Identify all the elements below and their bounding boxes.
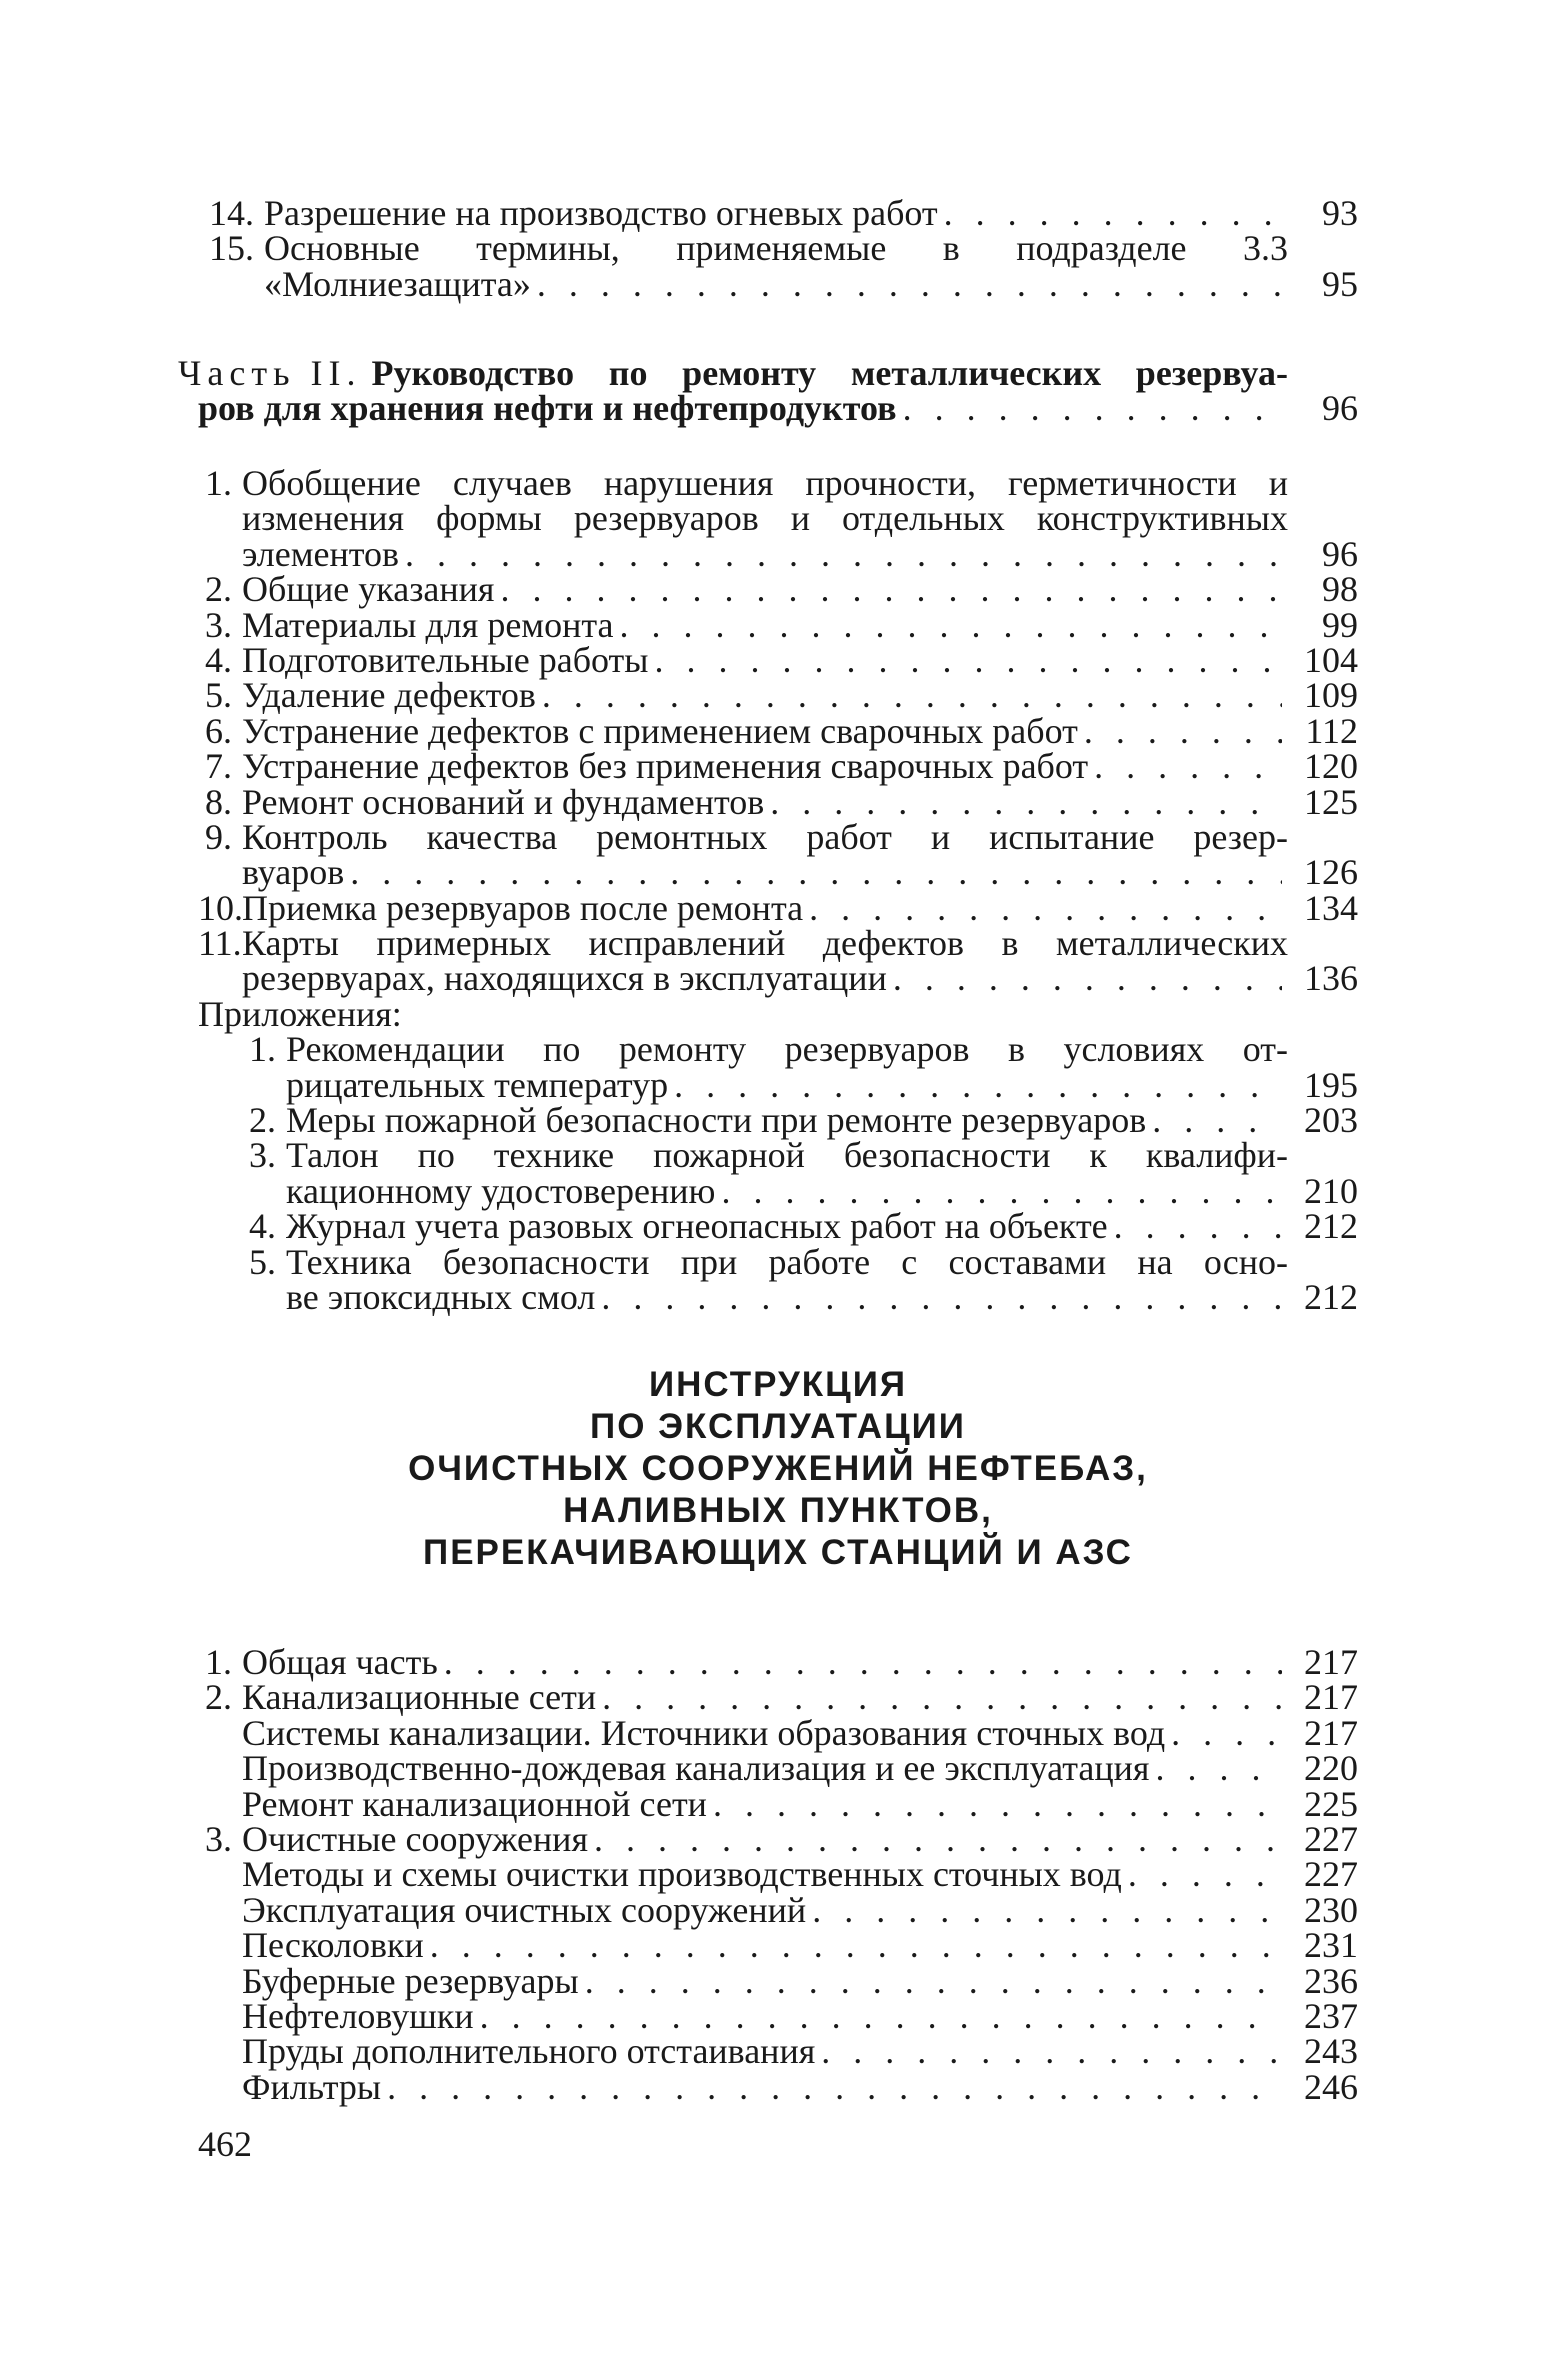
dot-leader [821, 2034, 1282, 2069]
toc-entry-text: резервуарах, находящихся в эксплуатации [242, 958, 887, 999]
part2-label: Часть II. [178, 352, 362, 393]
dot-leader [350, 855, 1282, 890]
toc-entry-page: 104 [1304, 639, 1358, 680]
toc-entry-page: 112 [1305, 710, 1358, 751]
appendix-entry-number: 4. [249, 1206, 276, 1247]
appendix-entry-page: 212 [1304, 1276, 1358, 1317]
toc-entry-line [198, 958, 1358, 999]
appendix-entry-line [198, 1206, 1358, 1247]
toc-entry-text: «Молниезащита» [264, 263, 531, 304]
dot-leader [721, 1174, 1282, 1209]
toc-part2-entries [198, 462, 1358, 1317]
appendix-entry-line [198, 1241, 1358, 1282]
part2-page: 96 [1322, 388, 1358, 429]
toc-entry-line [198, 852, 1358, 893]
dot-leader [893, 961, 1282, 996]
dot-leader [444, 1645, 1282, 1680]
toc-entry-text: Подготовительные работы [242, 639, 649, 680]
toc-entry-text: Устранение дефектов с применением сварочных работ [242, 710, 1078, 751]
toc-entry-number: 2. [205, 1677, 232, 1718]
toc-subentry [198, 1712, 1358, 1753]
toc-entry-text: Удаление дефектов [242, 675, 536, 716]
toc-entry-text: Системы канализации. Источники образования сточных вод [242, 1712, 1166, 1753]
toc-entry-text: элементов [242, 533, 400, 574]
toc-entry-line [198, 462, 1358, 503]
dot-leader [809, 891, 1282, 926]
appendix-entry-page: 195 [1304, 1064, 1358, 1105]
dot-leader [430, 1928, 1282, 1963]
toc-entry-line [198, 710, 1358, 751]
toc-entry-text: Производственно-дождевая канализация и ее эксплуатация [242, 1748, 1150, 1789]
dot-leader [387, 2070, 1282, 2105]
dot-leader [713, 1787, 1282, 1822]
toc-entry-number: 9. [205, 816, 232, 857]
toc-entry-text: Общая часть [242, 1641, 438, 1682]
dot-leader [812, 1893, 1282, 1928]
appendix-entry-number: 2. [249, 1100, 276, 1141]
appendix-entry-text: Талон по технике пожарной безопасности к квалифи- [286, 1135, 1288, 1176]
dot-leader [1128, 1857, 1282, 1892]
appendix-entry-line [198, 1276, 1358, 1317]
toc-entry [198, 1677, 1358, 1718]
toc-entry-text: Нефтеловушки [242, 1995, 474, 2036]
appendix-entry-text: Рекомендации по ремонту резервуаров в условиях от- [286, 1029, 1288, 1070]
appendix-entry-text: Журнал учета разовых огнеопасных работ на объекте [286, 1206, 1108, 1247]
toc-entry-page: 125 [1304, 781, 1358, 822]
toc-entry-page: 246 [1304, 2066, 1358, 2107]
toc-entry-line [198, 228, 1358, 269]
appendix-entry-number: 5. [249, 1241, 276, 1282]
toc-entry-page: 120 [1304, 746, 1358, 787]
toc-entry-text: изменения формы резервуаров и отдельных конструктивных [242, 498, 1288, 539]
dot-leader [1155, 1751, 1282, 1786]
toc-entry-number: 11. [198, 923, 242, 964]
toc-entry-page: 243 [1304, 2031, 1358, 2072]
toc-entry-page: 217 [1304, 1712, 1358, 1753]
dot-leader [620, 608, 1283, 643]
dot-leader [944, 196, 1282, 231]
appendix-entry-text: Меры пожарной безопасности при ремонте резервуаров [286, 1100, 1147, 1141]
toc-subentry [198, 1889, 1358, 1930]
toc-entry-line [198, 887, 1358, 928]
appendix-entry-text: рицательных температур [286, 1064, 669, 1105]
dot-leader [1114, 1209, 1282, 1244]
appendix-entry-page: 203 [1304, 1100, 1358, 1141]
toc-entry-text: Ремонт оснований и фундаментов [242, 781, 765, 822]
toc-entry-text: Устранение дефектов без применения сварочных работ [242, 746, 1089, 787]
part2-title: Руководство по ремонту металлических резервуа- [371, 352, 1288, 393]
toc-entry-text: Ремонт канализационной сети [242, 1783, 707, 1824]
page-number: 462 [198, 2124, 252, 2164]
toc-entry-page: 95 [1322, 263, 1358, 304]
dot-leader [770, 785, 1282, 820]
toc-entry-text: Канализационные сети [242, 1677, 597, 1718]
toc-entry-text: Песколовки [242, 1925, 424, 1966]
instruction-title-line: НАЛИВНЫХ ПУНКТОВ, [563, 1491, 993, 1530]
dot-leader [480, 1999, 1282, 2034]
dot-leader [602, 1680, 1282, 1715]
toc-entry-text: Фильтры [242, 2066, 382, 2107]
toc-entry-number: 7. [205, 746, 232, 787]
toc-entry-page: 98 [1322, 569, 1358, 610]
dot-leader [654, 643, 1282, 678]
toc-entry-number: 1. [205, 1641, 232, 1682]
toc-entry-line [198, 604, 1358, 645]
toc-entry-page: 231 [1304, 1925, 1358, 1966]
toc-entry-text: Эксплуатация очистных сооружений [242, 1889, 807, 1930]
toc-entry-text: Материалы для ремонта [242, 604, 614, 645]
dot-leader [1171, 1716, 1282, 1751]
dot-leader [405, 537, 1282, 572]
toc-entry-text: Разрешение на производство огневых работ [264, 192, 938, 233]
instruction-title-line: ИНСТРУКЦИЯ [648, 1365, 908, 1404]
appendix-entry-number: 1. [249, 1029, 276, 1070]
toc-entry-number: 2. [205, 569, 232, 610]
appendix-entry-text: Техника безопасности при работе с составами на осно- [286, 1241, 1288, 1282]
toc-entry-page: 237 [1304, 1995, 1358, 2036]
toc-entry-page: 136 [1304, 958, 1358, 999]
instruction-title-line: ОЧИСТНЫХ СООРУЖЕНИЙ НЕФТЕБАЗ, [408, 1449, 1148, 1488]
toc-subentry [198, 2031, 1358, 2072]
appendix-entry-page: 210 [1304, 1170, 1358, 1211]
toc-entry-number: 4. [205, 639, 232, 680]
appendix-entry-page: 212 [1304, 1206, 1358, 1247]
toc-entry-line [198, 816, 1358, 857]
dot-leader [1084, 714, 1282, 749]
toc-entry [198, 1641, 1358, 1682]
appendix-entry-line [198, 1100, 1358, 1141]
toc-entry-page: 217 [1304, 1641, 1358, 1682]
toc-part2-header [178, 352, 1358, 429]
toc-entry-text: Пруды дополнительного отстаивания [242, 2031, 816, 2072]
toc-subentry [198, 1748, 1358, 1789]
part2-header-line [198, 388, 1358, 429]
toc-entry-page: 236 [1304, 1960, 1358, 2001]
toc-entry-line [198, 192, 1358, 233]
toc-entry-page: 99 [1322, 604, 1358, 645]
dot-leader [594, 1822, 1282, 1857]
dot-leader [501, 572, 1283, 607]
toc-subentry [198, 1854, 1358, 1895]
toc-entry-page: 217 [1304, 1677, 1358, 1718]
toc-entry-text: Обобщение случаев нарушения прочности, герметичности и [242, 462, 1288, 503]
appendix-entry-text: ве эпоксидных смол [286, 1276, 596, 1317]
dot-leader [674, 1068, 1282, 1103]
instruction-title [198, 1364, 1358, 1574]
appendix-entry-number: 3. [249, 1135, 276, 1176]
toc-intro-section [198, 192, 1358, 304]
appendix-entry-line [198, 1135, 1358, 1176]
toc-entry-number: 5. [205, 675, 232, 716]
toc-entry-page: 220 [1304, 1748, 1358, 1789]
toc-entry-number: 3. [205, 1818, 232, 1859]
toc-entry-page: 126 [1304, 852, 1358, 893]
dot-leader [537, 267, 1282, 302]
dot-leader [601, 1280, 1282, 1315]
toc-entry-page: 134 [1304, 887, 1358, 928]
appendix-entry-text: кационному удостоверению [286, 1170, 716, 1211]
toc-entry-page: 227 [1304, 1854, 1358, 1895]
dot-leader [542, 678, 1282, 713]
toc-entry-text: Основные термины, применяемые в подразделе 3.3 [264, 228, 1288, 269]
toc-entry-text: вуаров [242, 852, 345, 893]
toc-entry-line [198, 746, 1358, 787]
toc-entry-text: Приемка резервуаров после ремонта [242, 887, 804, 928]
appendix-entry-line [198, 1170, 1358, 1211]
toc-entry-page: 225 [1304, 1783, 1358, 1824]
toc-entry-line [198, 639, 1358, 680]
appendices-label-text: Приложения: [198, 993, 402, 1034]
toc-entry-text: Общие указания [242, 569, 495, 610]
appendices-label [198, 993, 1358, 1034]
toc-entry-line [198, 675, 1358, 716]
toc-entry-number: 10. [198, 887, 243, 928]
dot-leader [1152, 1103, 1282, 1138]
toc-entry-number: 14. [209, 192, 254, 233]
dot-leader [585, 1964, 1282, 1999]
toc-entry-line [198, 923, 1358, 964]
toc-entry-line [198, 498, 1358, 539]
toc-entry-text: Методы и схемы очистки производственных сточных вод [242, 1854, 1122, 1895]
part2-title: ров для хранения нефти и нефтепродуктов [198, 388, 897, 429]
toc-entry-number: 6. [205, 710, 232, 751]
toc-entry-line [198, 781, 1358, 822]
toc-entry [198, 1818, 1358, 1859]
toc-entry-number: 15. [209, 228, 254, 269]
dot-leader [1094, 749, 1282, 784]
toc-entry-page: 109 [1304, 675, 1358, 716]
toc-entry-line [198, 533, 1358, 574]
toc-subentry [198, 1783, 1358, 1824]
toc-entry-line [198, 263, 1358, 304]
toc-entry-text: Контроль качества ремонтных работ и испытание резер- [242, 816, 1288, 857]
appendix-entry-line [198, 1029, 1358, 1070]
dot-leader [903, 391, 1282, 426]
toc-entry-page: 227 [1304, 1818, 1358, 1859]
toc-entry-page: 230 [1304, 1889, 1358, 1930]
toc-entry-line [198, 569, 1358, 610]
instruction-title-line: ПЕРЕКАЧИВАЮЩИХ СТАНЦИЙ И АЗС [423, 1533, 1133, 1572]
toc-entry-number: 1. [205, 462, 232, 503]
toc-instruction-entries [198, 1641, 1358, 2107]
toc-entry-text: Очистные сооружения [242, 1818, 589, 1859]
toc-entry-text: Буферные резервуары [242, 1960, 579, 2001]
toc-entry-page: 93 [1322, 192, 1358, 233]
part2-header-line [178, 352, 1358, 393]
toc-entry-page: 96 [1322, 533, 1358, 574]
toc-subentry [198, 1960, 1358, 2001]
toc-subentry [198, 2066, 1358, 2107]
toc-entry-number: 8. [205, 781, 232, 822]
toc-subentry [198, 1925, 1358, 1966]
toc-entry-number: 3. [205, 604, 232, 645]
instruction-title-line: ПО ЭКСПЛУАТАЦИИ [590, 1407, 966, 1446]
appendix-entry-line [198, 1064, 1358, 1105]
toc-entry-text: Карты примерных исправлений дефектов в металлических [242, 923, 1288, 964]
toc-subentry [198, 1995, 1358, 2036]
